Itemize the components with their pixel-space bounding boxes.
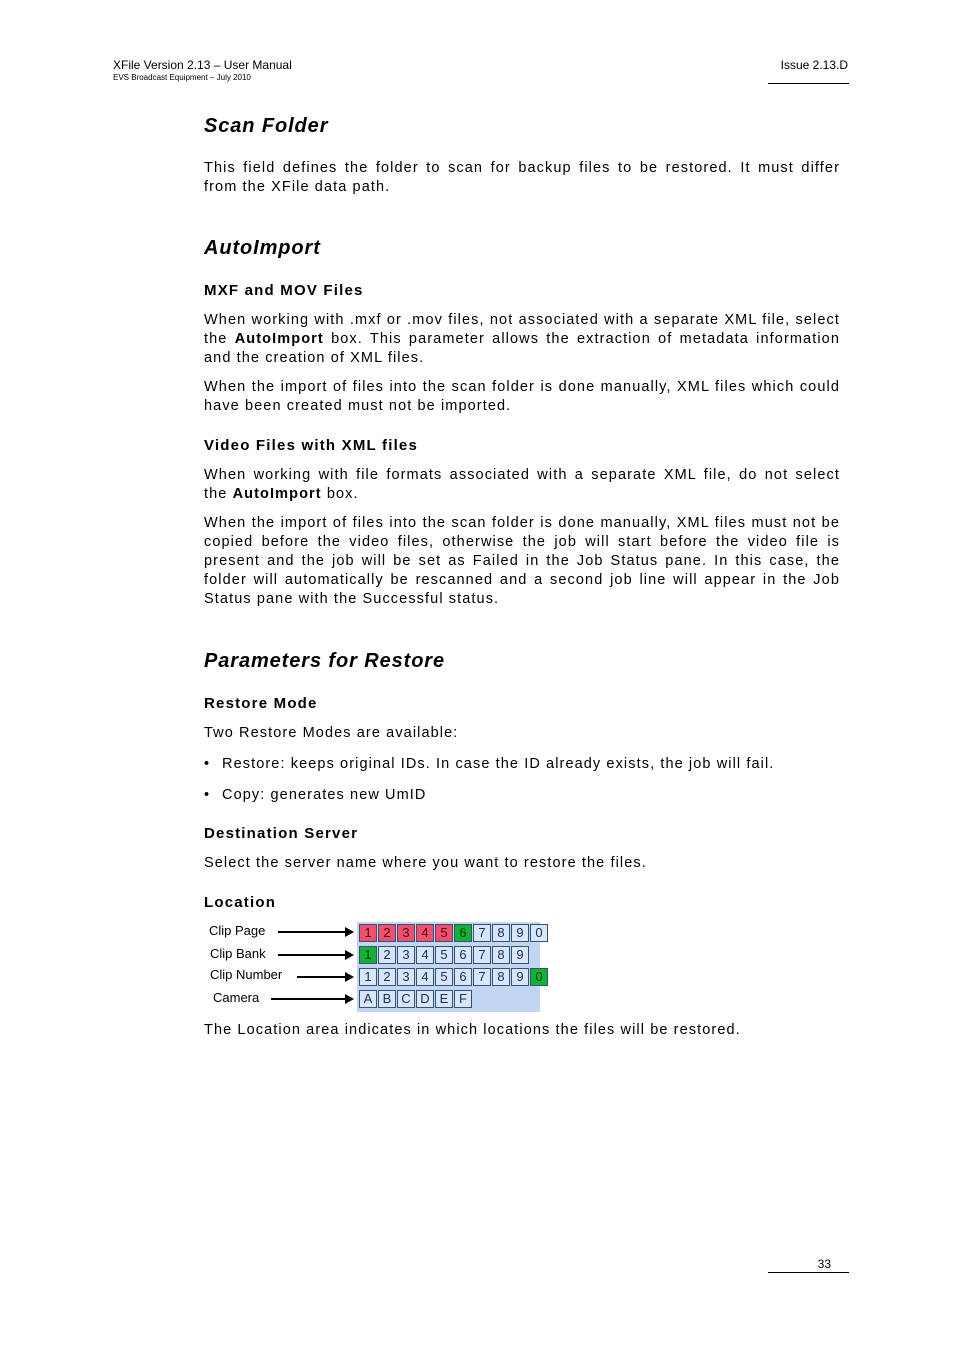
location-cell[interactable]: 2 xyxy=(378,946,396,964)
camera-row xyxy=(359,990,472,1008)
location-cell[interactable]: D xyxy=(416,990,434,1008)
location-cell[interactable]: 8 xyxy=(492,946,510,964)
location-grid xyxy=(357,922,543,1012)
location-cell[interactable]: 1 xyxy=(359,924,377,942)
bullet-text: Copy: generates new UmID xyxy=(222,787,427,803)
location-cell[interactable]: E xyxy=(435,990,453,1008)
video-p1-text-b: box. xyxy=(321,486,359,502)
issue-number: Issue 2.13.D xyxy=(780,58,848,72)
bullet-text: Restore: keeps original IDs. In case the ID already exists, the job will fail. xyxy=(222,756,775,772)
location-cell[interactable]: 8 xyxy=(492,924,510,942)
label-clip-bank: Clip Bank xyxy=(210,946,266,961)
video-p1-text-a: When working with file formats associated with a separate XML file, do not select the xyxy=(204,467,840,502)
destination-text: Select the server name where you want to restore the files. xyxy=(204,855,647,871)
location-cell[interactable]: 5 xyxy=(435,946,453,964)
location-cell[interactable]: 2 xyxy=(378,968,396,986)
location-cell[interactable]: 6 xyxy=(454,946,472,964)
list-item xyxy=(204,786,840,805)
video-paragraph-2: When the import of files into the scan folder is done manually, XML files must not be copied before the video files, otherwise the job will start before the video file is present and the job will be set as Failed in the Job Status pane. In this case, the folder will automatically be rescanned and a second job line will appear in the Job Status pane with the Successful status. xyxy=(204,515,840,607)
heading-parameters-restore: Parameters for Restore xyxy=(204,650,446,672)
mxf-paragraph-1 xyxy=(204,311,840,368)
heading-autoimport: AutoImport xyxy=(204,237,321,259)
mxf-paragraph-2: When the import of files into the scan folder is done manually, XML files which could have been created must not be imported. xyxy=(204,379,840,414)
location-cell[interactable]: 3 xyxy=(397,968,415,986)
heading-mxf-mov-files: MXF and MOV Files xyxy=(204,282,364,299)
location-cell[interactable]: 0 xyxy=(530,924,548,942)
arrow-right-icon xyxy=(278,954,346,956)
location-cell[interactable]: 6 xyxy=(454,968,472,986)
video-paragraph-1 xyxy=(204,466,840,504)
heading-scan-folder: Scan Folder xyxy=(204,115,329,137)
label-camera: Camera xyxy=(213,990,260,1005)
clip-number-row xyxy=(359,968,548,986)
location-cell[interactable]: 6 xyxy=(454,924,472,942)
document-subtitle: EVS Broadcast Equipment – July 2010 xyxy=(113,73,251,82)
mxf-p1-text-b: box. This parameter allows the extraction of metadata information and the creation of XML files. xyxy=(204,331,840,366)
heading-restore-mode: Restore Mode xyxy=(204,695,318,712)
heading-location: Location xyxy=(204,894,277,911)
location-cell[interactable]: 3 xyxy=(397,924,415,942)
location-cell[interactable]: 0 xyxy=(530,968,548,986)
location-cell[interactable]: 7 xyxy=(473,924,491,942)
footer-rule xyxy=(768,1272,849,1273)
location-cell[interactable]: 5 xyxy=(435,968,453,986)
location-figure xyxy=(206,920,542,1012)
location-cell[interactable]: 9 xyxy=(511,946,529,964)
location-cell[interactable]: 3 xyxy=(397,946,415,964)
arrow-right-icon xyxy=(278,931,346,933)
video-p1-bold: AutoImport xyxy=(232,486,322,502)
location-cell[interactable]: F xyxy=(454,990,472,1008)
mxf-p1-text-a: When working with .mxf or .mov files, not associated with a separate XML file, select the xyxy=(204,312,840,347)
page-header xyxy=(113,58,292,83)
location-caption: The Location area indicates in which locations the files will be restored. xyxy=(204,1022,741,1038)
mxf-p1-bold: AutoImport xyxy=(234,331,324,347)
clip-bank-row xyxy=(359,946,529,964)
page-number: 33 xyxy=(817,1257,831,1271)
location-cell[interactable]: 4 xyxy=(416,924,434,942)
document-title: XFile Version 2.13 – User Manual xyxy=(113,58,292,72)
location-cell[interactable]: 4 xyxy=(416,968,434,986)
bullet-icon: • xyxy=(204,756,211,772)
location-cell[interactable]: 4 xyxy=(416,946,434,964)
location-cell[interactable]: B xyxy=(378,990,396,1008)
label-clip-page: Clip Page xyxy=(209,923,266,938)
restore-mode-intro: Two Restore Modes are available: xyxy=(204,725,459,741)
header-rule xyxy=(768,83,849,84)
location-cell[interactable]: 2 xyxy=(378,924,396,942)
arrow-right-icon xyxy=(297,976,346,978)
location-cell[interactable]: 5 xyxy=(435,924,453,942)
location-cell[interactable]: 9 xyxy=(511,968,529,986)
location-cell[interactable]: 1 xyxy=(359,968,377,986)
label-clip-number: Clip Number xyxy=(210,967,283,982)
arrow-right-icon xyxy=(271,998,346,1000)
heading-destination-server: Destination Server xyxy=(204,825,359,842)
clip-page-row xyxy=(359,924,548,942)
location-cell[interactable]: 9 xyxy=(511,924,529,942)
scan-folder-text: This field defines the folder to scan for backup files to be restored. It must differ from the XFile data path. xyxy=(204,160,840,195)
location-cell[interactable]: 7 xyxy=(473,946,491,964)
location-cell[interactable]: A xyxy=(359,990,377,1008)
bullet-icon: • xyxy=(204,787,211,803)
heading-video-files-xml: Video Files with XML files xyxy=(204,437,419,454)
location-cell[interactable]: 8 xyxy=(492,968,510,986)
location-cell[interactable]: 7 xyxy=(473,968,491,986)
location-cell[interactable]: 1 xyxy=(359,946,377,964)
list-item xyxy=(204,755,840,774)
location-cell[interactable]: C xyxy=(397,990,415,1008)
